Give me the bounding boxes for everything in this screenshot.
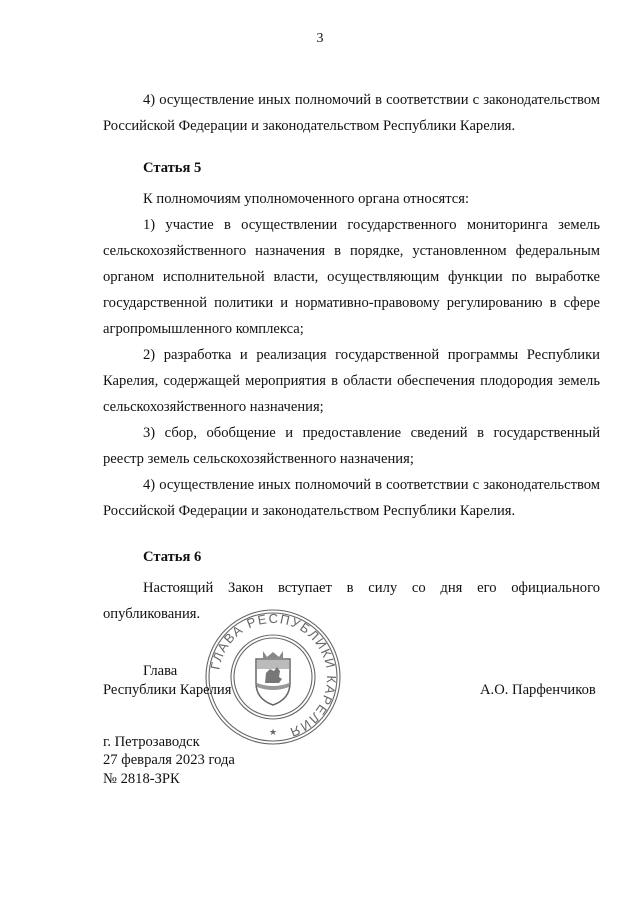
seal-star-icon: ★ bbox=[268, 727, 278, 737]
article-5-item-2: 2) разработка и реализация государственной программы Республики Карелия, содержащей мероприятия в области обеспечения плодородия земель сельскохозяйственного назначения; bbox=[103, 347, 600, 415]
footer-law-number: № 2818-ЗРК bbox=[103, 771, 180, 787]
signature-title-line-1: Глава bbox=[143, 663, 178, 679]
footer-date: 27 февраля 2023 года bbox=[103, 752, 235, 768]
article-5-item-1: 1) участие в осуществлении государственного мониторинга земель сельскохозяйственного назначения в порядке, установленном федеральным органом исполнительной власти, осуществляющим функции по выработке государственной политики и нормативно-правовому регулированию в сфере агропромышленного комплекса; bbox=[103, 217, 600, 337]
page-number: 3 bbox=[316, 31, 324, 46]
official-seal bbox=[203, 607, 343, 747]
article-6-heading: Статья 6 bbox=[143, 549, 202, 565]
intro-item-4: 4) осуществление иных полномочий в соответствии с законодательством Российской Федерации и законодательством Республики Карелия. bbox=[103, 92, 600, 134]
article-5-item-4: 4) осуществление иных полномочий в соответствии с законодательством Российской Федерации и законодательством Республики Карелия. bbox=[103, 477, 600, 519]
coat-of-arms-icon bbox=[256, 651, 290, 705]
article-5-heading: Статья 5 bbox=[143, 160, 202, 176]
article-5-item-3: 3) сбор, обобщение и предоставление сведений в государственный реестр земель сельскохозяйственного назначения; bbox=[103, 425, 600, 467]
signature-title-line-2: Республики Карелия bbox=[103, 682, 232, 698]
article-5-lead: К полномочиям уполномоченного органа относятся: bbox=[143, 191, 470, 207]
article-6-text: Настоящий Закон вступает в силу со дня его официального опубликования. bbox=[103, 580, 600, 622]
seal-text: ГЛАВА РЕСПУБЛИКИ КАРЕЛИЯ bbox=[207, 610, 340, 741]
footer-city: г. Петрозаводск bbox=[103, 734, 200, 750]
signatory-name: А.О. Парфенчиков bbox=[480, 682, 596, 698]
